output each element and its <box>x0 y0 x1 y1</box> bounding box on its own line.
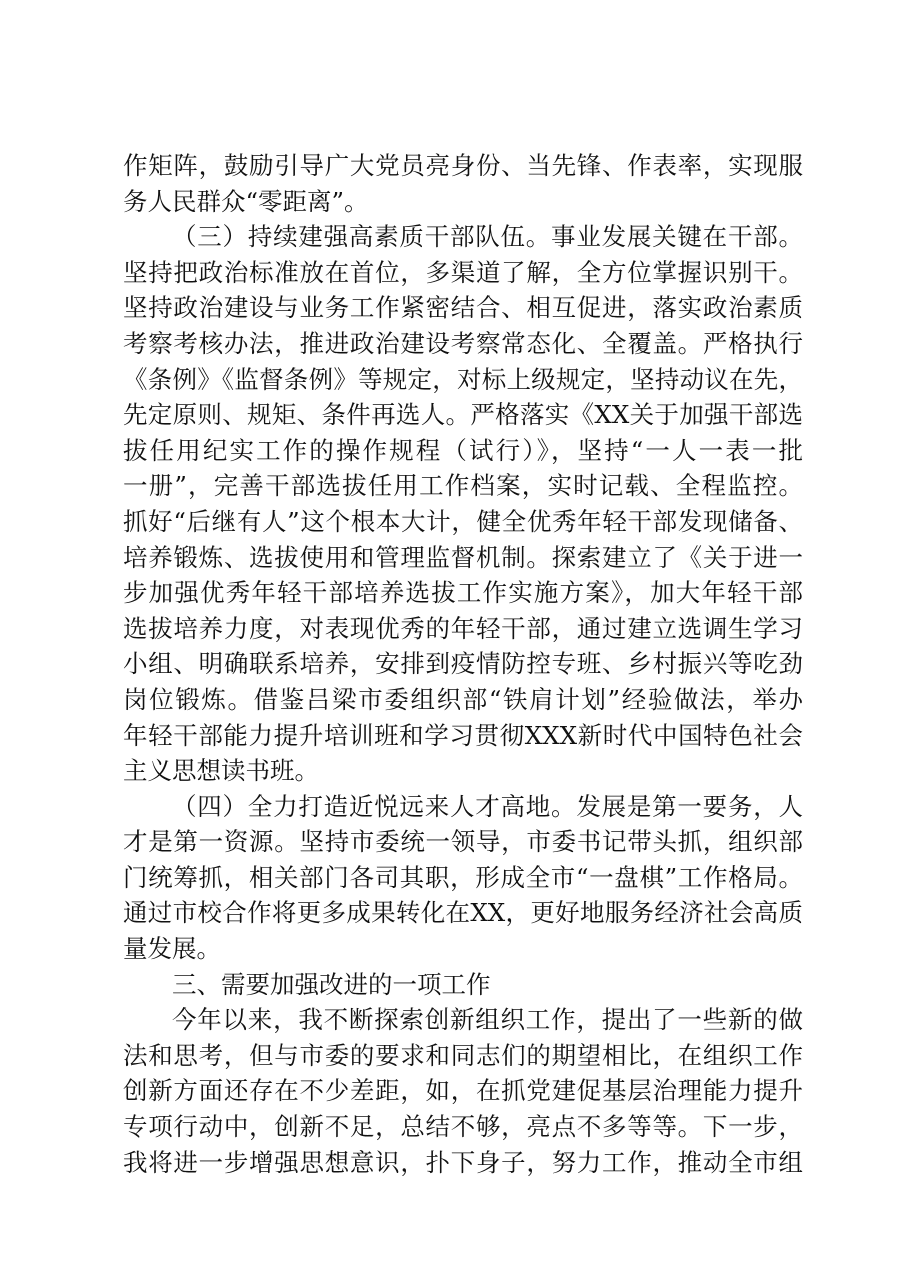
text-line: 选拔培养力度，对表现优秀的年轻干部，通过建立选调生学习 <box>123 613 803 643</box>
text-line: 我将进一步增强思想意识，扑下身子，努力工作，推动全市组 <box>123 1147 803 1177</box>
section-heading-line: （三）持续建强高素质干部队伍。事业发展关键在干部。 <box>172 222 803 252</box>
text-line: 考察考核办法，推进政治建设考察常态化、全覆盖。严格执行 <box>123 328 803 358</box>
text-line: 坚持政治建设与业务工作紧密结合、相互促进，落实政治素质 <box>123 293 803 323</box>
text-line: 抓好“后继有人”这个根本大计，健全优秀年轻干部发现储备、 <box>123 506 803 536</box>
body-text <box>123 148 803 1180</box>
text-line: 坚持把政治标准放在首位，多渠道了解，全方位掌握识别干。 <box>123 257 803 287</box>
text-line: 年轻干部能力提升培训班和学习贯彻XXX新时代中国特色社会 <box>123 720 803 750</box>
text-line: 量发展。 <box>123 934 221 964</box>
text-line: 一册”，完善干部选拔任用工作档案，实时记载、全程监控。 <box>123 471 803 501</box>
text-line: 步加强优秀年轻干部培养选拔工作实施方案》，加大年轻干部 <box>123 578 803 608</box>
text-line: 法和思考，但与市委的要求和同志们的期望相比，在组织工作 <box>123 1040 803 1070</box>
text-line: 先定原则、规矩、条件再选人。严格落实《XX关于加强干部选 <box>123 400 803 430</box>
text-line: 专项行动中，创新不足，总结不够，亮点不多等等。下一步， <box>123 1112 803 1142</box>
text-line: 小组、明确联系培养，安排到疫情防控专班、乡村振兴等吃劲 <box>123 649 803 679</box>
text-line: 岗位锻炼。借鉴吕梁市委组织部“铁肩计划”经验做法，举办 <box>123 684 803 714</box>
paragraph-start-line: 今年以来，我不断探索创新组织工作，提出了一些新的做 <box>172 1005 803 1035</box>
section-heading-line: （四）全力打造近悦远来人才高地。发展是第一要务，人 <box>172 791 803 821</box>
text-line: 通过市校合作将更多成果转化在XX，更好地服务经济社会高质 <box>123 898 803 928</box>
text-line: 才是第一资源。坚持市委统一领导，市委书记带头抓，组织部 <box>123 827 803 857</box>
text-line: 作矩阵，鼓励引导广大党员亮身份、当先锋、作表率，实现服 <box>123 151 803 180</box>
text-line: 门统筹抓，相关部门各司其职，形成全市“一盘棋”工作格局。 <box>123 862 803 892</box>
text-line: 务人民群众“零距离”。 <box>123 186 369 216</box>
text-line: 创新方面还存在不少差距，如，在抓党建促基层治理能力提升 <box>123 1076 803 1106</box>
text-line: 培养锻炼、选拔使用和管理监督机制。探索建立了《关于进一 <box>123 542 803 572</box>
section-heading: 三、需要加强改进的一项工作 <box>172 969 491 999</box>
text-line: 《条例》《监督条例》等规定，对标上级规定，坚持动议在先， <box>123 364 803 394</box>
text-line: 主义思想读书班。 <box>123 756 319 786</box>
text-line: 拔任用纪实工作的操作规程（试行）》，坚持“一人一表一批 <box>123 435 803 465</box>
